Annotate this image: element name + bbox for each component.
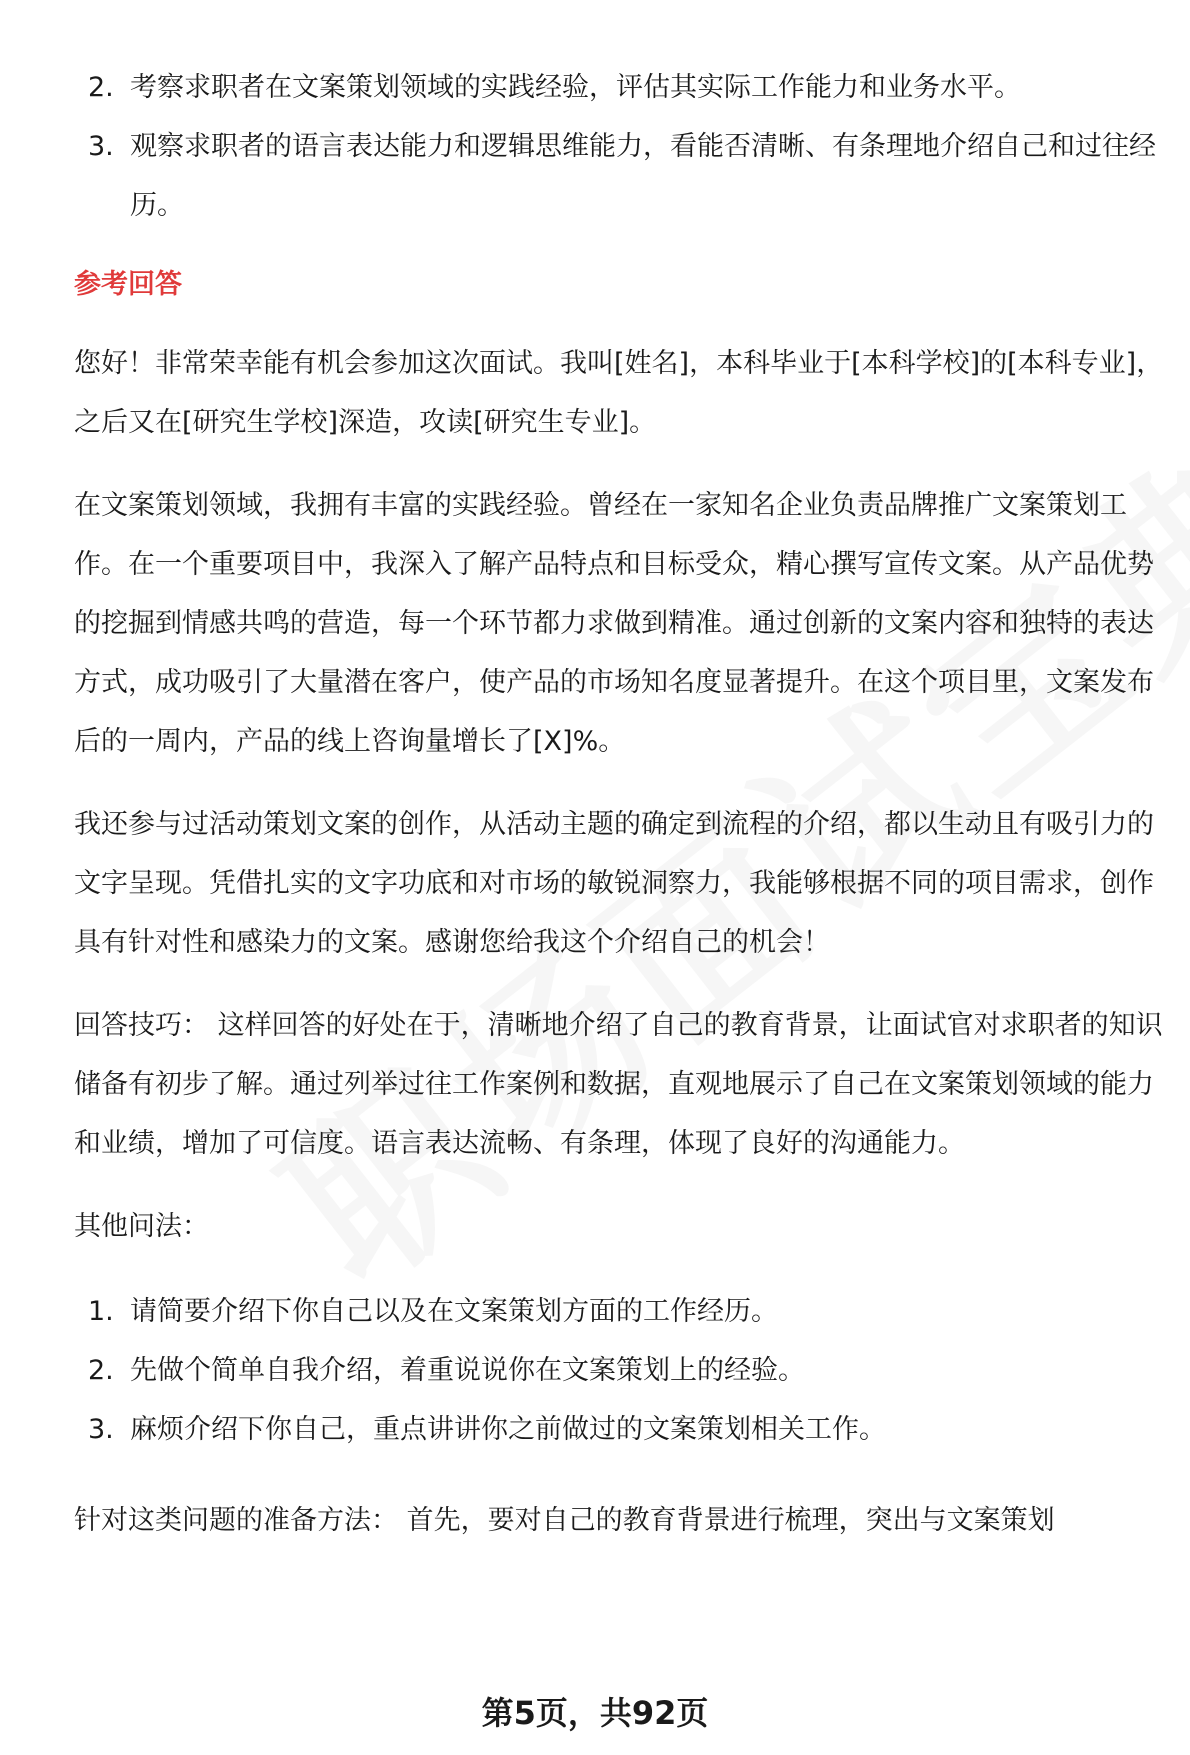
- list-item: [74, 117, 1174, 235]
- list-number: 1.: [88, 1296, 114, 1327]
- list-number: 2.: [88, 72, 114, 103]
- answer-paragraph: 在文案策划领域，我拥有丰富的实践经验。曾经在一家知名企业负责品牌推广文案策划工作。在一个重要项目中，我深入了解产品特点和目标受众，精心撰写宣传文案。从产品优势的挖掘到情感共鸣的营造，每一个环节都力求做到精准。通过创新的文案内容和独特的表达方式，成功吸引了大量潜在客户，使产品的市场知名度显著提升。在这个项目里，文案发布后的一周内，产品的线上咨询量增长了[X]%。: [74, 490, 1154, 757]
- list-item: [74, 58, 1174, 117]
- list-number: 3.: [88, 1414, 114, 1445]
- list-text: 观察求职者的语言表达能力和逻辑思维能力，看能否清晰、有条理地介绍自己和过往经历。: [130, 131, 1156, 221]
- list-text: 先做个简单自我介绍，着重说说你在文案策划上的经验。: [130, 1355, 805, 1386]
- document-body: [74, 58, 1174, 1550]
- list-text: 请简要介绍下你自己以及在文案策划方面的工作经历。: [130, 1296, 778, 1327]
- other-questions-label: 其他问法：: [74, 1211, 209, 1242]
- preparation-paragraph: 针对这类问题的准备方法： 首先，要对自己的教育背景进行梳理，突出与文案策划: [74, 1505, 1055, 1536]
- list-number: 2.: [88, 1355, 114, 1386]
- list-text: 麻烦介绍下你自己，重点讲讲你之前做过的文案策划相关工作。: [130, 1414, 886, 1445]
- list-item: [74, 1400, 1174, 1459]
- answer-paragraph: 您好！非常荣幸能有机会参加这次面试。我叫[姓名]，本科毕业于[本科学校]的[本科专业]，之后又在[研究生学校]深造，攻读[研究生专业]。: [74, 348, 1164, 438]
- other-questions-list: [74, 1282, 1174, 1459]
- purpose-list: [74, 58, 1174, 235]
- list-text: 考察求职者在文案策划领域的实践经验，评估其实际工作能力和业务水平。: [130, 72, 1021, 103]
- list-number: 3.: [88, 131, 114, 162]
- section-heading: 参考回答: [74, 269, 182, 300]
- answer-paragraph: 我还参与过活动策划文案的创作，从活动主题的确定到流程的介绍，都以生动且有吸引力的文字呈现。凭借扎实的文字功底和对市场的敏锐洞察力，我能够根据不同的项目需求，创作具有针对性和感染力的文案。感谢您给我这个介绍自己的机会！: [74, 809, 1154, 958]
- tips-paragraph: 回答技巧： 这样回答的好处在于，清晰地介绍了自己的教育背景，让面试官对求职者的知识储备有初步了解。通过列举过往工作案例和数据，直观地展示了自己在文案策划领域的能力和业绩，增加了可信度。语言表达流畅、有条理，体现了良好的沟通能力。: [74, 1010, 1163, 1159]
- list-item: [74, 1341, 1174, 1400]
- list-item: [74, 1282, 1174, 1341]
- page-footer: 第5页，共92页: [481, 1694, 709, 1732]
